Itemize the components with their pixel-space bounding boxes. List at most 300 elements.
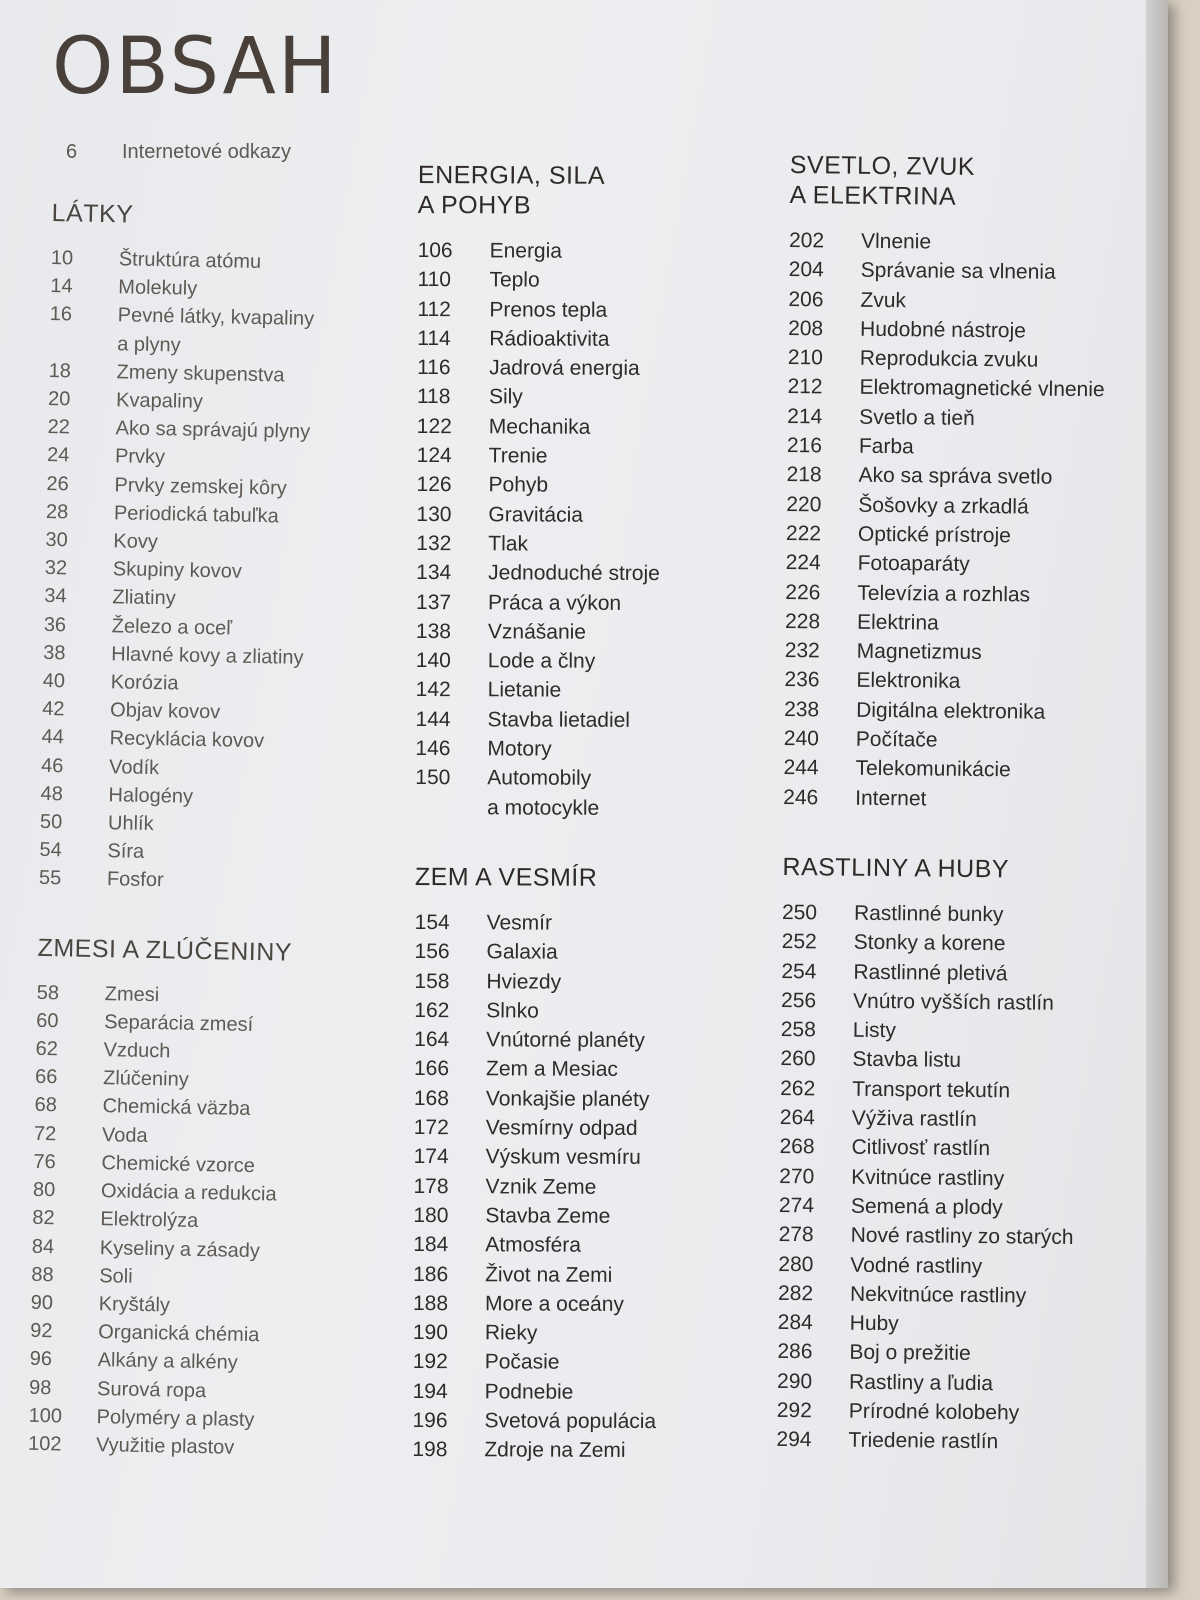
page-number: 40	[42, 669, 66, 693]
section-energia	[415, 160, 778, 824]
entry-title: Rádioaktivita	[489, 327, 610, 351]
page-number: 214	[787, 404, 823, 429]
entry-title: Hlavné kovy a zliatiny	[111, 643, 304, 669]
page-number: 262	[780, 1076, 816, 1101]
entry-title: Triedenie rastlín	[848, 1428, 999, 1454]
entry-title: Práca a výkon	[488, 590, 622, 615]
page-number: 286	[777, 1340, 813, 1364]
toc-entry	[415, 908, 775, 939]
entry-title: Alkány a alkény	[97, 1349, 238, 1375]
page-number: 112	[417, 297, 451, 321]
toc-entry	[415, 793, 775, 824]
entry-title: Zlúčeniny	[102, 1067, 189, 1092]
toc-entry	[786, 490, 1146, 523]
toc-entry	[781, 986, 1141, 1019]
toc-entry	[778, 1249, 1138, 1282]
toc-entry	[415, 705, 775, 736]
toc-entry	[786, 548, 1146, 581]
page-number: 212	[787, 375, 823, 399]
entry-title: a plyny	[117, 332, 181, 357]
page-number: 20	[47, 387, 71, 411]
page-number: 168	[413, 1086, 450, 1110]
toc-entry	[414, 1142, 774, 1173]
entry-title: Halogény	[108, 784, 194, 808]
page-number: 88	[31, 1263, 54, 1286]
entry-title: Využitie plastov	[95, 1433, 235, 1459]
page-number: 236	[784, 668, 820, 692]
page-number: 48	[40, 782, 64, 806]
entry-title: Gravitácia	[488, 502, 584, 527]
page-number: 126	[416, 473, 452, 497]
entry-title: Hviezdy	[486, 969, 562, 994]
entry-title: Ako sa správajú plyny	[115, 417, 311, 444]
page-number: 14	[50, 275, 73, 298]
page-number: 60	[35, 1009, 59, 1033]
page-number: 98	[28, 1376, 52, 1399]
entry-title: Separácia zmesí	[103, 1011, 254, 1036]
entry-title: Slnko	[486, 999, 539, 1023]
section-heading: ZEM A VESMÍR	[414, 862, 598, 892]
page-number: 80	[32, 1178, 56, 1202]
toc-entry	[781, 1015, 1141, 1048]
entry-title: Farba	[858, 434, 914, 459]
entry-title: Vznik Zeme	[485, 1174, 597, 1199]
toc-entry	[785, 578, 1145, 611]
toc-entry	[788, 285, 1148, 318]
toc-entry	[415, 763, 775, 794]
page-number: 38	[43, 641, 66, 665]
page-number: 210	[787, 346, 823, 370]
page-number: 144	[415, 707, 451, 731]
toc-entry	[416, 588, 776, 619]
toc-entry	[780, 1103, 1140, 1136]
page-number: 142	[415, 678, 451, 702]
page-number: 116	[417, 356, 451, 380]
toc-entry	[782, 898, 1142, 931]
page-number: 150	[415, 766, 451, 790]
section-zmesi	[28, 933, 368, 1465]
page-number: 84	[31, 1235, 55, 1258]
page-number: 186	[413, 1262, 449, 1286]
page-title: OBSAH	[52, 22, 339, 112]
page-number: 68	[34, 1094, 58, 1117]
heading-line: SVETLO, ZVUK	[789, 150, 976, 181]
page-number: 28	[45, 500, 69, 524]
entry-title: Organická chémia	[98, 1321, 260, 1347]
page-number: 76	[33, 1150, 56, 1174]
toc-entry	[416, 646, 776, 677]
page-number: 96	[29, 1348, 53, 1371]
page-number: 294	[776, 1428, 812, 1452]
entry-list	[28, 979, 367, 1465]
page-number: 232	[784, 639, 820, 663]
entry-title: Boj o prežitie	[849, 1341, 971, 1366]
page-number: 258	[780, 1018, 816, 1042]
entry-title: Pohyb	[488, 473, 549, 497]
entry-title: Síra	[107, 840, 145, 864]
entry-title: Rastlinné bunky	[853, 901, 1004, 927]
toc-entry	[414, 967, 774, 998]
entry-title: Sily	[488, 385, 523, 409]
page-number: 156	[414, 940, 450, 964]
toc-column-1	[27, 198, 382, 1504]
page-number: 164	[414, 1028, 450, 1052]
toc-entry	[412, 1406, 772, 1437]
toc-entry	[779, 1162, 1139, 1195]
toc-entry	[785, 636, 1145, 669]
heading-line: A POHYB	[417, 190, 532, 220]
entry-title: Vodné rastliny	[850, 1253, 983, 1278]
entry-title: Kvapaliny	[115, 389, 204, 413]
page-number: 252	[781, 930, 817, 954]
toc-entry	[789, 226, 1149, 259]
page-number: 196	[412, 1408, 448, 1433]
entry-title: Atmosféra	[485, 1233, 582, 1257]
toc-entry	[39, 864, 369, 899]
entry-list	[412, 908, 774, 1466]
page-number: 58	[36, 981, 60, 1004]
toc-entry	[784, 724, 1144, 757]
page-number: 244	[783, 756, 819, 780]
page-number: 224	[785, 551, 821, 575]
entry-title: Pevné látky, kvapaliny	[117, 304, 315, 331]
entry-title: Železo a oceľ	[111, 614, 233, 640]
entry-list	[776, 898, 1142, 1458]
entry-title: Internet	[855, 786, 927, 811]
toc-entry	[783, 783, 1143, 816]
entry-title: Vodík	[108, 755, 160, 779]
entry-list	[783, 226, 1149, 816]
entry-title: Trenie	[488, 444, 548, 468]
page-number: 202	[788, 228, 825, 253]
page-number: 66	[34, 1066, 58, 1089]
section-svetlo	[783, 150, 1150, 816]
page-number: 138	[415, 619, 452, 644]
page-number: 154	[414, 910, 450, 935]
toc-entry	[416, 675, 776, 706]
entry-title: More a oceány	[484, 1292, 624, 1316]
entry-title: Transport tekutín	[852, 1077, 1011, 1103]
page-number: 222	[785, 521, 822, 546]
toc-entry	[781, 956, 1141, 989]
toc-entry	[779, 1132, 1139, 1165]
toc-entry	[413, 1318, 773, 1349]
entry-title: Skupiny kovov	[112, 558, 243, 583]
entry-title: Rastlinné pletivá	[853, 960, 1008, 985]
section-heading: ZMESI A ZLÚČENINY	[37, 933, 293, 967]
toc-entry	[784, 695, 1144, 728]
toc-entry	[778, 1220, 1138, 1253]
page-number: 246	[783, 785, 819, 809]
page-edge	[1146, 0, 1168, 1588]
page-number: 270	[779, 1164, 815, 1188]
entry-title: Motory	[487, 737, 552, 761]
entry-title: Prírodné kolobehy	[848, 1399, 1020, 1425]
page-number: 274	[778, 1193, 815, 1218]
page-number: 260	[780, 1047, 816, 1071]
section-heading: RASTLINY A HUBY	[782, 852, 1010, 884]
entry-title: Kryštály	[98, 1293, 171, 1317]
toc-entry	[413, 1347, 773, 1378]
page-number: 122	[416, 414, 452, 438]
page-number: 72	[33, 1122, 57, 1145]
toc-entry	[776, 1425, 1136, 1458]
page-number: 110	[417, 268, 452, 292]
page-number: 228	[784, 609, 821, 634]
section-latky	[39, 198, 382, 899]
page-number: 256	[780, 988, 817, 1013]
page-number: 90	[30, 1291, 54, 1315]
entry-title: Huby	[849, 1311, 899, 1336]
entry-title: Vlnenie	[860, 229, 932, 254]
page-number: 10	[50, 246, 74, 270]
page-number: 82	[32, 1207, 55, 1230]
entry-title: Citlivosť rastlín	[851, 1136, 991, 1161]
toc-entry	[779, 1191, 1139, 1224]
page-number: 194	[412, 1379, 448, 1403]
toc-entry	[416, 617, 776, 648]
entry-title: Život na Zemi	[485, 1262, 613, 1287]
section-zem	[412, 862, 775, 1466]
entry-title: Galaxia	[486, 940, 558, 964]
page-number: 50	[39, 810, 63, 834]
page-number: 124	[416, 444, 452, 468]
entry-title: Vnútorné planéty	[486, 1028, 646, 1053]
toc-entry	[417, 441, 777, 472]
toc-entry	[413, 1259, 773, 1290]
entry-title: Elektromagnetické vlnenie	[859, 376, 1105, 402]
page-number: 146	[415, 737, 451, 761]
page-number: 204	[788, 258, 824, 282]
entry-title: Štruktúra atómu	[118, 248, 262, 274]
entry-title: Stavba lietadiel	[487, 708, 631, 732]
entry-title: Chemická väzba	[102, 1095, 251, 1121]
toc-entry	[417, 470, 777, 501]
toc-entry	[417, 382, 777, 413]
entry-title: Digitálna elektronika	[856, 698, 1046, 724]
page-number: 238	[784, 697, 820, 722]
page-number: 198	[412, 1438, 448, 1462]
entry-title: Zmeny skupenstva	[116, 361, 285, 387]
entry-title: Zliatiny	[112, 586, 176, 610]
entry-title: Korózia	[110, 671, 179, 695]
page-number: 130	[416, 502, 452, 526]
entry-title: Výskum vesmíru	[485, 1145, 641, 1170]
toc-entry	[413, 1289, 773, 1320]
entry-title: Stavba listu	[852, 1048, 962, 1073]
toc-entry	[777, 1337, 1137, 1370]
toc-entry	[789, 255, 1149, 288]
entry-title: Správanie sa vlnenia	[860, 259, 1056, 285]
page-number: 254	[781, 959, 817, 983]
page-number: 264	[779, 1105, 816, 1130]
toc-entry	[412, 1435, 772, 1466]
page-number: 22	[47, 416, 71, 439]
toc-entry	[417, 353, 777, 384]
entry-title: Svetová populácia	[484, 1409, 657, 1434]
page-number: 114	[417, 326, 451, 351]
entry-title: Hudobné nástroje	[860, 317, 1027, 343]
toc-entry	[414, 1025, 774, 1056]
page-number: 280	[778, 1252, 814, 1276]
toc-entry	[777, 1367, 1137, 1400]
page-number: 36	[43, 613, 67, 636]
section-heading: LÁTKY	[51, 198, 134, 229]
page-number: 54	[39, 839, 62, 862]
page-number: 180	[413, 1203, 449, 1228]
toc-column-2	[412, 160, 778, 1506]
entry-title: Elektrolýza	[100, 1208, 199, 1233]
toc-entry	[778, 1308, 1138, 1341]
entry-title: Oxidácia a redukcia	[100, 1180, 277, 1206]
entry-title: Voda	[101, 1123, 148, 1147]
entry-title: Vznášanie	[487, 620, 587, 644]
entry-title: Semená a plody	[850, 1194, 1003, 1220]
page-number: 102	[27, 1432, 62, 1456]
page-number: 24	[46, 444, 70, 467]
entry-title: Kyseliny a zásady	[99, 1236, 261, 1262]
section-heading	[789, 150, 1150, 214]
toc-entry	[784, 665, 1144, 698]
entry-title: Lietanie	[487, 678, 562, 703]
entry-title: Stavba Zeme	[485, 1204, 611, 1228]
entry-title: Elektrina	[856, 610, 939, 635]
page-number: 55	[38, 867, 62, 890]
toc-entry	[787, 402, 1147, 435]
heading-line: ENERGIA, SILA	[417, 160, 606, 190]
page-number: 16	[49, 303, 73, 326]
toc-entry	[28, 1430, 358, 1465]
entry-title: Kovy	[113, 530, 159, 554]
entry-title: Počasie	[484, 1350, 560, 1375]
page-number: 218	[786, 463, 822, 487]
page-number: 178	[413, 1174, 449, 1198]
toc-entry	[783, 753, 1143, 786]
toc-entry	[414, 1084, 774, 1115]
page-number: 140	[415, 649, 451, 673]
entry-title: Internetové odkazy	[122, 141, 291, 163]
page-number: 134	[416, 561, 452, 585]
page-number: 216	[786, 434, 823, 458]
page-number	[49, 329, 118, 359]
page-number: 240	[783, 727, 820, 751]
toc-entry	[417, 324, 777, 355]
toc-entry	[413, 1230, 773, 1261]
toc-entry	[786, 460, 1146, 493]
heading-line: A ELEKTRINA	[789, 180, 957, 211]
page-number: 268	[779, 1135, 815, 1159]
page-number: 46	[40, 754, 64, 777]
page-number	[415, 793, 487, 823]
page-number: 284	[777, 1311, 813, 1335]
toc-column-3	[776, 150, 1150, 1498]
toc-entry	[417, 412, 777, 443]
entry-title: Jadrová energia	[489, 356, 640, 381]
entry-title: Mechanika	[488, 415, 591, 439]
section-heading	[418, 160, 778, 222]
entry-title: Zvuk	[860, 288, 907, 312]
page-number: 44	[41, 726, 65, 749]
page-number: 184	[413, 1233, 449, 1257]
entry-title: Svetlo a tieň	[859, 405, 975, 430]
toc-entry	[778, 1279, 1138, 1312]
entry-title: Vesmírny odpad	[485, 1116, 638, 1140]
toc-entry	[787, 372, 1147, 405]
entry-title: Jednoduché stroje	[488, 561, 660, 586]
page-number: 190	[412, 1321, 448, 1345]
entry-title: Fosfor	[106, 868, 164, 892]
entry-title: Energia	[489, 239, 563, 263]
toc-entry	[414, 1113, 774, 1144]
entry-title: Počítače	[855, 727, 938, 752]
entry-title: Podnebie	[484, 1379, 574, 1404]
entry-title: Magnetizmus	[856, 639, 982, 665]
entry-title: Soli	[99, 1264, 133, 1288]
page-number: 32	[44, 557, 68, 580]
entry-title: Prvky	[114, 445, 166, 469]
entry-list	[415, 236, 778, 824]
page-number: 30	[45, 528, 68, 552]
page-number: 220	[786, 492, 822, 517]
toc-entry	[414, 937, 774, 968]
toc-entry	[414, 1054, 774, 1085]
toc-entry	[780, 1074, 1140, 1107]
entry-title: Rastliny a ľudia	[848, 1370, 994, 1395]
toc-entry	[788, 314, 1148, 347]
toc-entry	[780, 1044, 1140, 1077]
page-number: 158	[414, 969, 450, 993]
toc-entry	[788, 343, 1148, 376]
entry-title: Lode a člny	[487, 649, 596, 673]
entry-title: Šošovky a zrkadlá	[858, 493, 1029, 519]
toc-entry	[416, 529, 776, 560]
entry-title: Vonkajšie planéty	[485, 1087, 650, 1111]
entry-title: Tlak	[488, 532, 529, 556]
entry-title: Rieky	[484, 1321, 538, 1345]
entry-title: Teplo	[489, 268, 540, 292]
toc-entry	[52, 138, 372, 166]
entry-title: Surová ropa	[96, 1377, 207, 1402]
entry-title: Vzduch	[103, 1039, 171, 1063]
toc-entry	[413, 1377, 773, 1408]
page-number: 166	[413, 1057, 450, 1081]
toc-entry	[416, 500, 776, 531]
toc-entry	[416, 558, 776, 589]
entry-title: Zdroje na Zemi	[484, 1438, 626, 1463]
page-number: 282	[777, 1281, 814, 1306]
toc-entry	[787, 431, 1147, 464]
page-number: 206	[788, 287, 824, 311]
page-number: 208	[788, 316, 824, 341]
toc-entry	[418, 236, 778, 267]
page-number: 290	[776, 1369, 813, 1393]
entry-title: Ako sa správa svetlo	[858, 464, 1053, 490]
page-number: 34	[44, 585, 67, 608]
entry-title: Automobily	[487, 766, 592, 791]
toc-entry	[782, 927, 1142, 960]
entry-title: Zmesi	[104, 982, 160, 1006]
page-number: 188	[412, 1291, 449, 1315]
page-number: 106	[417, 238, 453, 263]
toc-entry	[417, 265, 777, 296]
entry-title: Molekuly	[118, 276, 198, 301]
page-number: 62	[35, 1037, 59, 1061]
page-number: 26	[46, 472, 69, 495]
entry-title: Fotoaparáty	[857, 551, 970, 577]
page-number: 226	[785, 580, 821, 604]
entry-title: Prvky zemskej kôry	[114, 473, 287, 500]
toc-entry	[777, 1396, 1137, 1429]
